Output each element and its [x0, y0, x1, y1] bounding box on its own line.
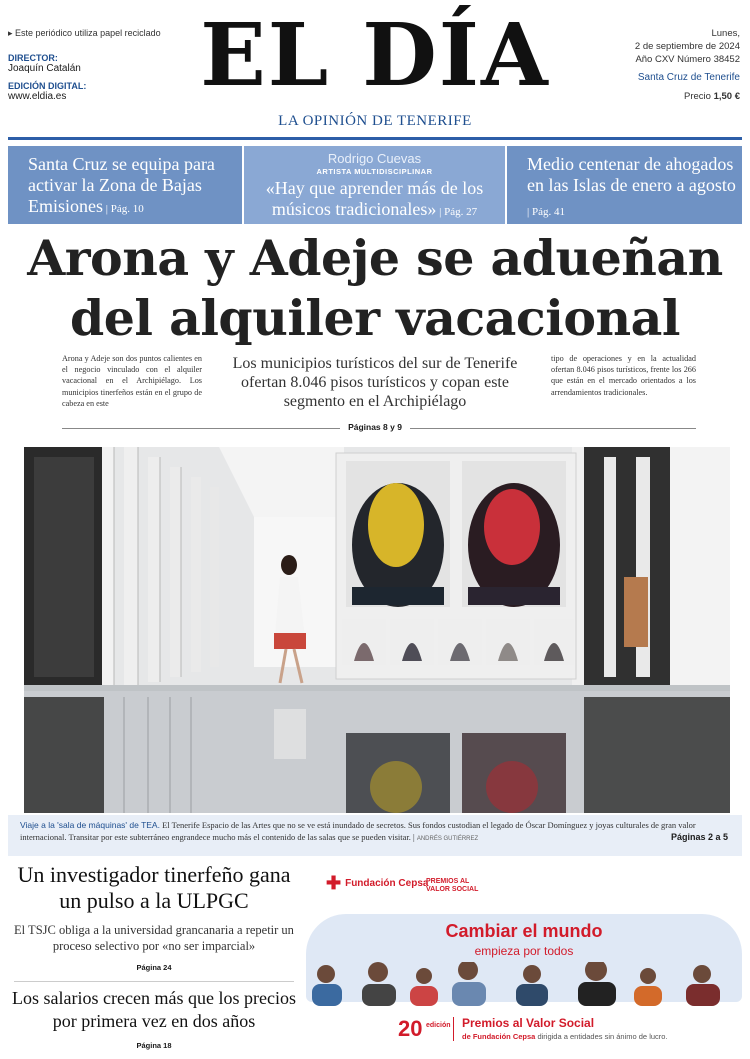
issue-price: Precio 1,50 €: [684, 91, 740, 102]
tagline: LA OPINIÓN DE TENERIFE: [278, 113, 472, 129]
story-salaries-headline[interactable]: Los salarios crecen más que los precios por primera vez en dos años: [12, 988, 296, 1031]
caption-text: El Tenerife Espacio de las Artes que no se ve está inundado de secretos. Sus fondos custodian el legado de Óscar Domínguez y joyas culturales de gran valor internacional. Transitar por este subterráneo engrandece mucho más el contenido de las salas que se pueden visitar.: [20, 820, 696, 842]
story-researcher-headline[interactable]: Un investigador tinerfeño gana un pulso a la ULPGC: [17, 862, 291, 913]
ad-title: Cambiar el mundo: [445, 921, 603, 941]
valor-social-logo: PREMIOS AL VALOR SOCIAL: [426, 878, 479, 893]
issue-day: Lunes,: [711, 28, 740, 39]
digital-edition-url[interactable]: www.eldia.es: [8, 91, 67, 102]
fundacion-cepsa-logo: ✚ Fundación Cepsa: [326, 873, 429, 893]
teaser-person-name: Rodrigo Cuevas: [327, 151, 422, 166]
ad-subtitle: empieza por todos: [474, 944, 574, 958]
caption-title: Viaje a la 'sala de máquinas' de TEA.: [20, 820, 160, 830]
recycled-paper-note: ▸ Este periódico utiliza papel reciclado: [8, 28, 161, 38]
main-headline[interactable]: Arona y Adeje se adueñan del alquiler vacacional: [27, 229, 723, 347]
issue-number: Año CXV Número 38452: [635, 54, 740, 65]
tea-storage-photo: [24, 447, 730, 813]
masthead-rule: [8, 137, 742, 140]
photo-caption: Viaje a la 'sala de máquinas' de TEA. El Tenerife Espacio de las Artes que no se ve está inundado de secretos. Sus fondos custodian el legado de Óscar Domínguez y joyas culturales de gran valor internacional. Transitar por este subterráneo engrandece mucho más el contenido de las salas que se pueden visitar. | ANDRÉS GUTIÉRREZ: [20, 820, 696, 842]
story-divider: [14, 981, 294, 982]
photo-pages: Páginas 2 a 5: [670, 832, 728, 842]
digital-edition-label: EDICIÓN DIGITAL:: [8, 81, 87, 91]
newspaper-logo: EL DÍA: [200, 5, 550, 106]
ad-award-title: Premios al Valor Social: [462, 1016, 595, 1030]
teaser-kicker: ARTISTA MULTIDISCIPLINAR: [316, 167, 433, 176]
director-name: Joaquín Catalán: [8, 63, 81, 74]
director-label: DIRECTOR:: [8, 53, 58, 63]
issue-city: Santa Cruz de Tenerife: [637, 72, 740, 83]
main-subhead: Los municipios turísticos del sur de Tenerife ofertan 8.046 pisos turísticos y copan este segmento en el Archipiélago: [232, 355, 518, 410]
teaser-rodrigo-cuevas[interactable]: Rodrigo Cuevas ARTISTA MULTIDISCIPLINAR «Hay que aprender más de los músicos tradicionales» | Pág. 27: [244, 146, 505, 224]
issue-date: 2 de septiembre de 2024: [634, 41, 740, 52]
ad-people-illustration: [306, 962, 742, 1006]
cepsa-cross-icon: ✚: [326, 873, 342, 893]
story-salaries-page: Página 18: [136, 1041, 172, 1050]
lede-left-column: Arona y Adeje son dos puntos calientes en el negocio vinculado con el alquiler vacacional en el Archipiélago. Los municipios tinerfeños están en el grupo de cabeza en este: [62, 354, 202, 408]
story-researcher-page: Página 24: [136, 963, 172, 972]
cepsa-advertisement[interactable]: [306, 866, 742, 1049]
ad-award-subtitle: de Fundación Cepsa dirigida a entidades sin ánimo de lucro.: [462, 1032, 668, 1041]
ad-edition-number: 20: [398, 1016, 423, 1041]
teaser-drownings[interactable]: Medio centenar de ahogados en las Islas de enero a agosto | Pág. 41: [507, 146, 742, 224]
photo-credit: ANDRÉS GUTIÉRREZ: [416, 836, 479, 842]
lede-right-column: tipo de operaciones y en la actualidad ofertan 8.046 pisos turísticos, frente los 266 que están en el mercado orientados a los arrendamientos tradicionales.: [551, 354, 696, 397]
ad-separator: [453, 1017, 454, 1041]
ad-edition-label: edición: [426, 1022, 451, 1029]
main-story-pages: Páginas 8 y 9: [340, 422, 410, 432]
teaser-zbe[interactable]: Santa Cruz se equipa para activar la Zona de Bajas Emisiones | Pág. 10: [8, 146, 242, 224]
story-researcher-deck: El TSJC obliga a la universidad grancanaria a repetir un proceso selectivo por «no ser imparcial»: [14, 923, 294, 953]
